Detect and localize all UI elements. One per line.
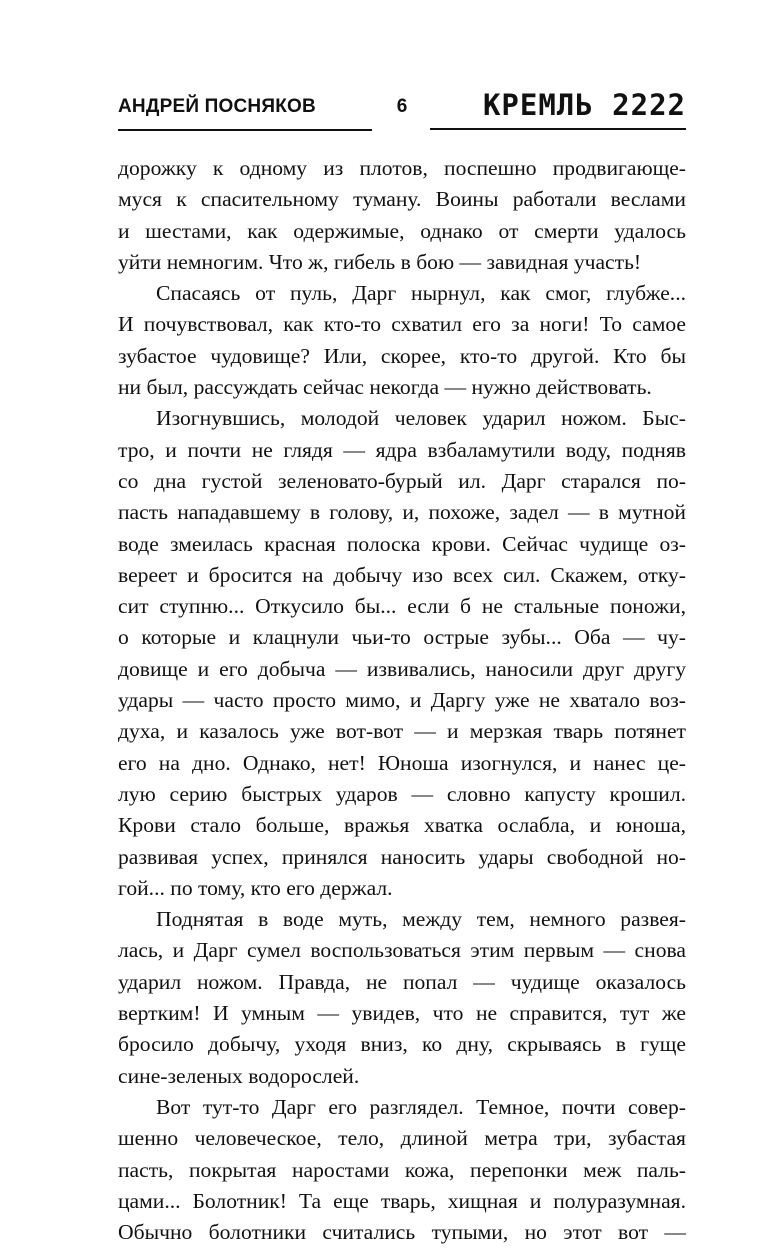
text-line: цами... Болотник! Та еще тварь, хищная и полуразумная. [118, 1188, 686, 1213]
text-line: лую серию быстрых ударов — словно капусту крошил. [118, 781, 686, 806]
text-line: довище и его добыча — извивались, наносили друг другу [118, 656, 686, 681]
text-line: уйти немногим. Что ж, гибель в бою — завидная участь! [118, 249, 642, 274]
paragraph [118, 278, 686, 403]
text-line: и шестами, как одержимые, однако от смерти удалось [118, 218, 686, 243]
text-line: Обычно болотники считались тупыми, но этот вот — [118, 1220, 686, 1245]
text-line: И почувствовал, как кто-то схватил его за ноги! То самое [118, 312, 686, 337]
text-line: развивая успех, принялся наносить удары свободной но- [118, 844, 686, 869]
text-line: пасть нападавшему в голову, и, похоже, задел — в мутной [118, 500, 686, 525]
text-line: вереет и бросится на добычу изо всех сил. Скажем, отку- [118, 562, 686, 587]
text-line: пасть, покрытая наростами кожа, перепонки меж паль- [118, 1157, 686, 1182]
text-line: удары — часто просто мимо, и Даргу уже не хватало воз- [118, 688, 686, 713]
text-line: воде змеилась красная полоска крови. Сейчас чудище оз- [118, 531, 686, 556]
text-line: зубастое чудовище? Или, скорее, кто-то другой. Кто бы [118, 343, 686, 368]
text-line: ударил ножом. Правда, не попал — чудище оказалось [118, 969, 686, 994]
page-number: 6 [396, 96, 408, 117]
text-line: вертким! И умным — увидев, что не справится, тут же [118, 1001, 686, 1026]
text-line: тро, и почти не глядя — ядра взбаламутили воду, подняв [118, 437, 686, 462]
paragraph [118, 153, 686, 278]
text-line: о которые и клацнули чьи-то острые зубы... Оба — чу- [118, 625, 686, 650]
paragraph [118, 1092, 686, 1248]
paragraph [118, 904, 686, 1092]
text-line: Спасаясь от пуль, Дарг нырнул, как смог, глубже... [156, 281, 686, 306]
text-line: сит ступню... Откусило бы... если б не стальные поножи, [118, 594, 686, 619]
text-line: Вот тут-то Дарг его разглядел. Темное, почти совер- [156, 1094, 686, 1119]
text-line: гой... по тому, кто его держал. [118, 875, 393, 900]
text-line: Поднятая в воде муть, между тем, немного развея- [156, 907, 686, 932]
text-line: муся к спасительному туману. Воины работали веслами [118, 187, 686, 212]
text-line: шенно человеческое, тело, длиной метра три, зубастая [118, 1126, 686, 1151]
text-line: со дна густой зеленовато-бурый ил. Дарг старался по- [118, 468, 686, 493]
paragraph [118, 403, 686, 904]
text-line: сине-зеленых водорослей. [118, 1063, 360, 1088]
text-line: дорожку к одному из плотов, поспешно продвигающе- [118, 156, 686, 180]
text-line: бросило добычу, уходя вниз, ко дну, скрываясь в гуще [118, 1032, 686, 1057]
text-line: его на дно. Однако, нет! Юноша изогнулся, и нанес це- [118, 750, 686, 775]
text-line: лась, и Дарг сумел воспользоваться этим первым — снова [118, 938, 686, 963]
running-header-author: АНДРЕЙ ПОСНЯКОВ [118, 96, 372, 131]
text-line: ни был, рассуждать сейчас некогда — нужно действовать. [118, 375, 652, 400]
text-line: духа, и казалось уже вот-вот — и мерзкая тварь потянет [118, 719, 686, 744]
text-line: Крови стало больше, вражья хватка ослабла, и юноша, [118, 813, 686, 838]
body-text [118, 153, 686, 1248]
running-header-book-title: КРЕМЛЬ 2222 [430, 88, 686, 130]
text-line: Изогнувшись, молодой человек ударил ножом. Быс- [156, 406, 686, 431]
